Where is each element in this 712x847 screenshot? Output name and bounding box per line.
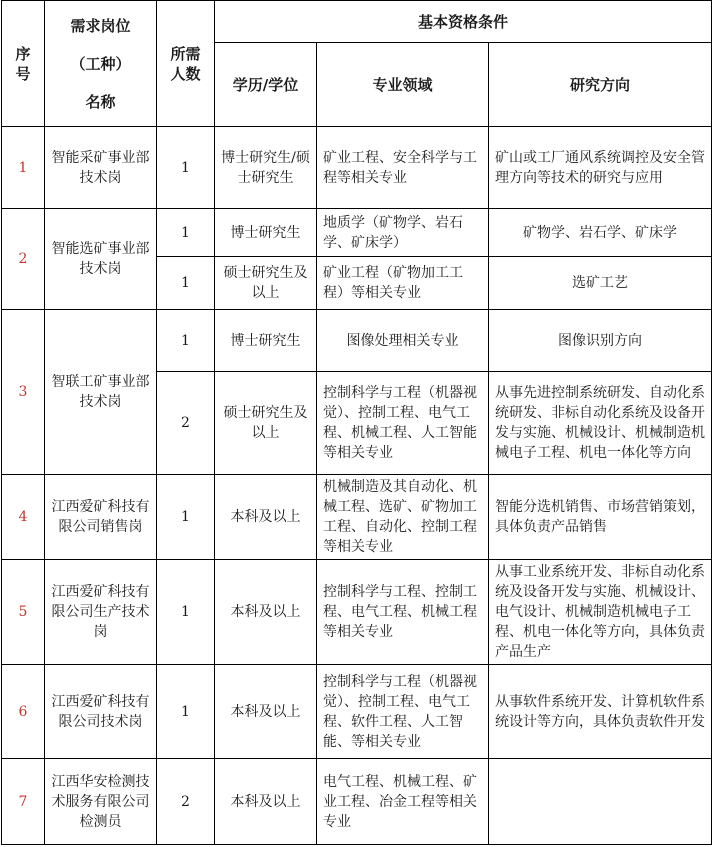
headcount: 1 — [157, 310, 215, 372]
field: 电气工程、机械工程、矿业工程、冶金工程等相关专业 — [317, 759, 489, 845]
header-count: 所需 人数 — [157, 1, 215, 127]
header-degree: 学历/学位 — [215, 43, 317, 127]
headcount: 1 — [157, 127, 215, 209]
degree: 博士研究生 — [215, 209, 317, 257]
row-number: 6 — [2, 665, 45, 759]
table-row — [2, 310, 712, 372]
research: 矿山或工厂通风系统调控及安全管理方向等技术的研究与应用 — [489, 127, 712, 209]
research: 从事工业系统开发、非标自动化系统及设备开发与实施、机械设计、电气设计、机械制造机械电子工程、机电一体化等方向，具体负责产品生产 — [489, 560, 712, 665]
header-basic-requirements: 基本资格条件 — [215, 1, 712, 43]
headcount: 2 — [157, 759, 215, 845]
job-title: 智能选矿事业部技术岗 — [45, 209, 157, 310]
degree: 博士研究生/硕士研究生 — [215, 127, 317, 209]
row-number: 7 — [2, 759, 45, 845]
header-research: 研究方向 — [489, 43, 712, 127]
research: 智能分选机销售、市场营销策划，具体负责产品销售 — [489, 475, 712, 560]
headcount: 1 — [157, 209, 215, 257]
row-number: 3 — [2, 310, 45, 475]
job-title: 江西爱矿科技有限公司生产技术岗 — [45, 560, 157, 665]
degree: 硕士研究生及以上 — [215, 372, 317, 475]
table-header — [2, 1, 712, 127]
job-title: 智能采矿事业部技术岗 — [45, 127, 157, 209]
research: 从事先进控制系统研发、自动化系统研发、非标自动化系统及设备开发与实施、机械设计、机械制造机械电子工程、机电一体化等方向 — [489, 372, 712, 475]
research: 从事软件系统开发、计算机软件系统设计等方向，具体负责软件开发 — [489, 665, 712, 759]
degree: 本科及以上 — [215, 759, 317, 845]
table-row — [2, 759, 712, 845]
row-number: 4 — [2, 475, 45, 560]
field: 图像处理相关专业 — [317, 310, 489, 372]
field: 控制科学与工程（机器视觉）、控制工程、电气工程、机械工程、人工智能等相关专业 — [317, 372, 489, 475]
degree: 本科及以上 — [215, 665, 317, 759]
headcount: 1 — [157, 257, 215, 310]
headcount: 1 — [157, 665, 215, 759]
field: 控制科学与工程、控制工程、电气工程、机械工程等相关专业 — [317, 560, 489, 665]
row-number: 1 — [2, 127, 45, 209]
row-number: 5 — [2, 560, 45, 665]
header-field: 专业领域 — [317, 43, 489, 127]
table-row — [2, 665, 712, 759]
field: 机械制造及其自动化、机械工程、选矿、矿物加工工程、自动化、控制工程等相关专业 — [317, 475, 489, 560]
headcount: 1 — [157, 475, 215, 560]
research: 矿物学、岩石学、矿床学 — [489, 209, 712, 257]
degree: 博士研究生 — [215, 310, 317, 372]
job-title: 智联工矿事业部技术岗 — [45, 310, 157, 475]
table-body — [2, 127, 712, 845]
field: 地质学（矿物学、岩石学、矿床学） — [317, 209, 489, 257]
job-title: 江西华安检测技术服务有限公司检测员 — [45, 759, 157, 845]
table-row — [2, 560, 712, 665]
header-seq: 序 号 — [2, 1, 45, 127]
research: 选矿工艺 — [489, 257, 712, 310]
research: 图像识别方向 — [489, 310, 712, 372]
job-title: 江西爱矿科技有限公司销售岗 — [45, 475, 157, 560]
field: 控制科学与工程（机器视觉）、控制工程、电气工程、软件工程、人工智能、等相关专业 — [317, 665, 489, 759]
header-job: 需求岗位 （工种） 名称 — [45, 1, 157, 127]
headcount: 2 — [157, 372, 215, 475]
job-title: 江西爱矿科技有限公司技术岗 — [45, 665, 157, 759]
table-row — [2, 209, 712, 257]
field: 矿业工程、安全科学与工程等相关专业 — [317, 127, 489, 209]
table-row — [2, 127, 712, 209]
research — [489, 759, 712, 845]
degree: 本科及以上 — [215, 475, 317, 560]
job-requirements-table — [1, 0, 712, 845]
table-row — [2, 475, 712, 560]
field: 矿业工程（矿物加工工程）等相关专业 — [317, 257, 489, 310]
degree: 本科及以上 — [215, 560, 317, 665]
row-number: 2 — [2, 209, 45, 310]
headcount: 1 — [157, 560, 215, 665]
degree: 硕士研究生及以上 — [215, 257, 317, 310]
